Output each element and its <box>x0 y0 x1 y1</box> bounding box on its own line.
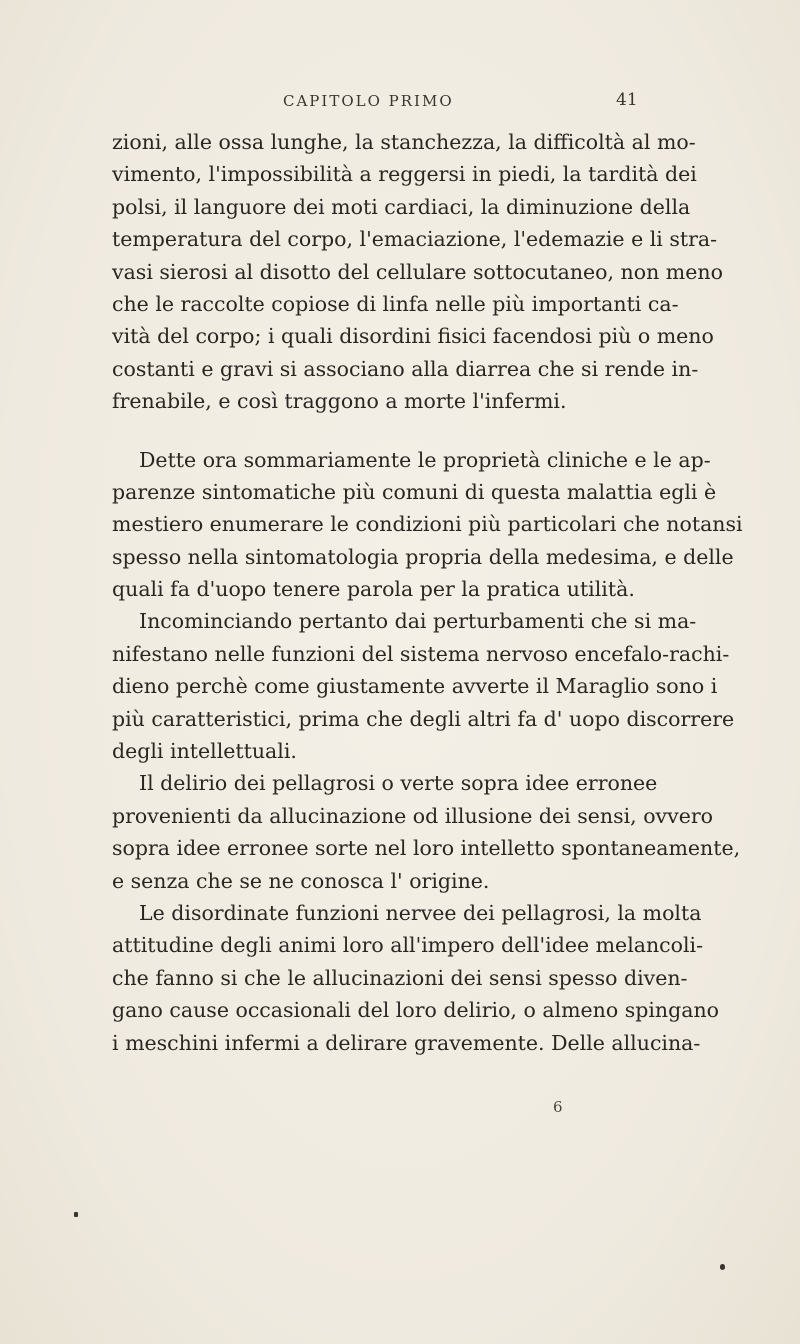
text-line: vasi sierosi al disotto del cellulare sottocutaneo, non meno <box>112 259 723 284</box>
paragraph-3 <box>112 605 735 767</box>
text-line: più caratteristici, prima che degli altri fa d' uopo discorrere <box>112 706 735 731</box>
ink-speck <box>720 1264 725 1270</box>
paragraph-5 <box>112 897 720 1059</box>
text-line: vimento, l'impossibilità a reggersi in piedi, la tardità dei <box>112 162 697 187</box>
paragraph-1 <box>112 126 723 418</box>
body-text <box>112 126 743 1059</box>
page-number: 41 <box>616 90 638 110</box>
text-line: polsi, il languore dei moti cardiaci, la diminuzione della <box>112 194 691 219</box>
text-line: vità del corpo; i quali disordini fisici facendosi più o meno <box>112 324 714 349</box>
paragraph-2 <box>112 444 743 606</box>
text-line: provenienti da allucinazione od illusione dei sensi, ovvero <box>112 803 713 828</box>
signature-mark: 6 <box>553 1098 563 1116</box>
running-head <box>0 92 800 116</box>
text-line: Il delirio dei pellagrosi o verte sopra idee erronee <box>139 771 658 796</box>
text-line: spesso nella sintomatologia propria della medesima, e delle <box>112 544 734 569</box>
paragraph-gap <box>112 418 645 444</box>
text-line: e senza che se ne conosca l' origine. <box>112 868 490 893</box>
text-line: frenabile, e così traggono a morte l'infermi. <box>112 389 567 414</box>
ink-speck <box>74 1212 78 1217</box>
text-line: parenze sintomatiche più comuni di questa malattia egli è <box>112 479 717 504</box>
text-line: Dette ora sommariamente le proprietà cliniche e le ap- <box>139 447 711 472</box>
text-line: zioni, alle ossa lunghe, la stanchezza, la difficoltà al mo- <box>112 130 696 154</box>
text-line: temperatura del corpo, l'emaciazione, l'edemazie e li stra- <box>112 227 718 252</box>
text-line: quali fa d'uopo tenere parola per la pratica utilità. <box>112 577 635 602</box>
text-line: attitudine degli animi loro all'impero dell'idee melancoli- <box>112 933 704 958</box>
text-line: mestiero enumerare le condizioni più particolari che notansi <box>112 512 743 537</box>
text-line: degli intellettuali. <box>112 739 297 764</box>
text-line: i meschini infermi a delirare gravemente. Delle allucina- <box>112 1030 701 1055</box>
paragraph-4 <box>112 767 741 897</box>
text-line: che fanno si che le allucinazioni dei sensi spesso diven- <box>112 965 688 990</box>
text-line: Le disordinate funzioni nervee dei pellagrosi, la molta <box>139 900 702 925</box>
text-line: Incominciando pertanto dai perturbamenti che si ma- <box>139 609 697 634</box>
text-line: costanti e gravi si associano alla diarrea che si rende in- <box>112 356 699 381</box>
text-line: gano cause occasionali del loro delirio, o almeno spingano <box>112 998 720 1023</box>
running-title: CAPITOLO PRIMO <box>283 92 454 110</box>
text-line: sopra idee erronee sorte nel loro intelletto spontaneamente, <box>112 836 741 861</box>
text-line: dieno perchè come giustamente avverte il Maraglio sono i <box>112 674 718 699</box>
text-line: che le raccolte copiose di linfa nelle più importanti ca- <box>112 291 679 316</box>
text-line: nifestano nelle funzioni del sistema nervoso encefalo-rachi- <box>112 641 730 666</box>
